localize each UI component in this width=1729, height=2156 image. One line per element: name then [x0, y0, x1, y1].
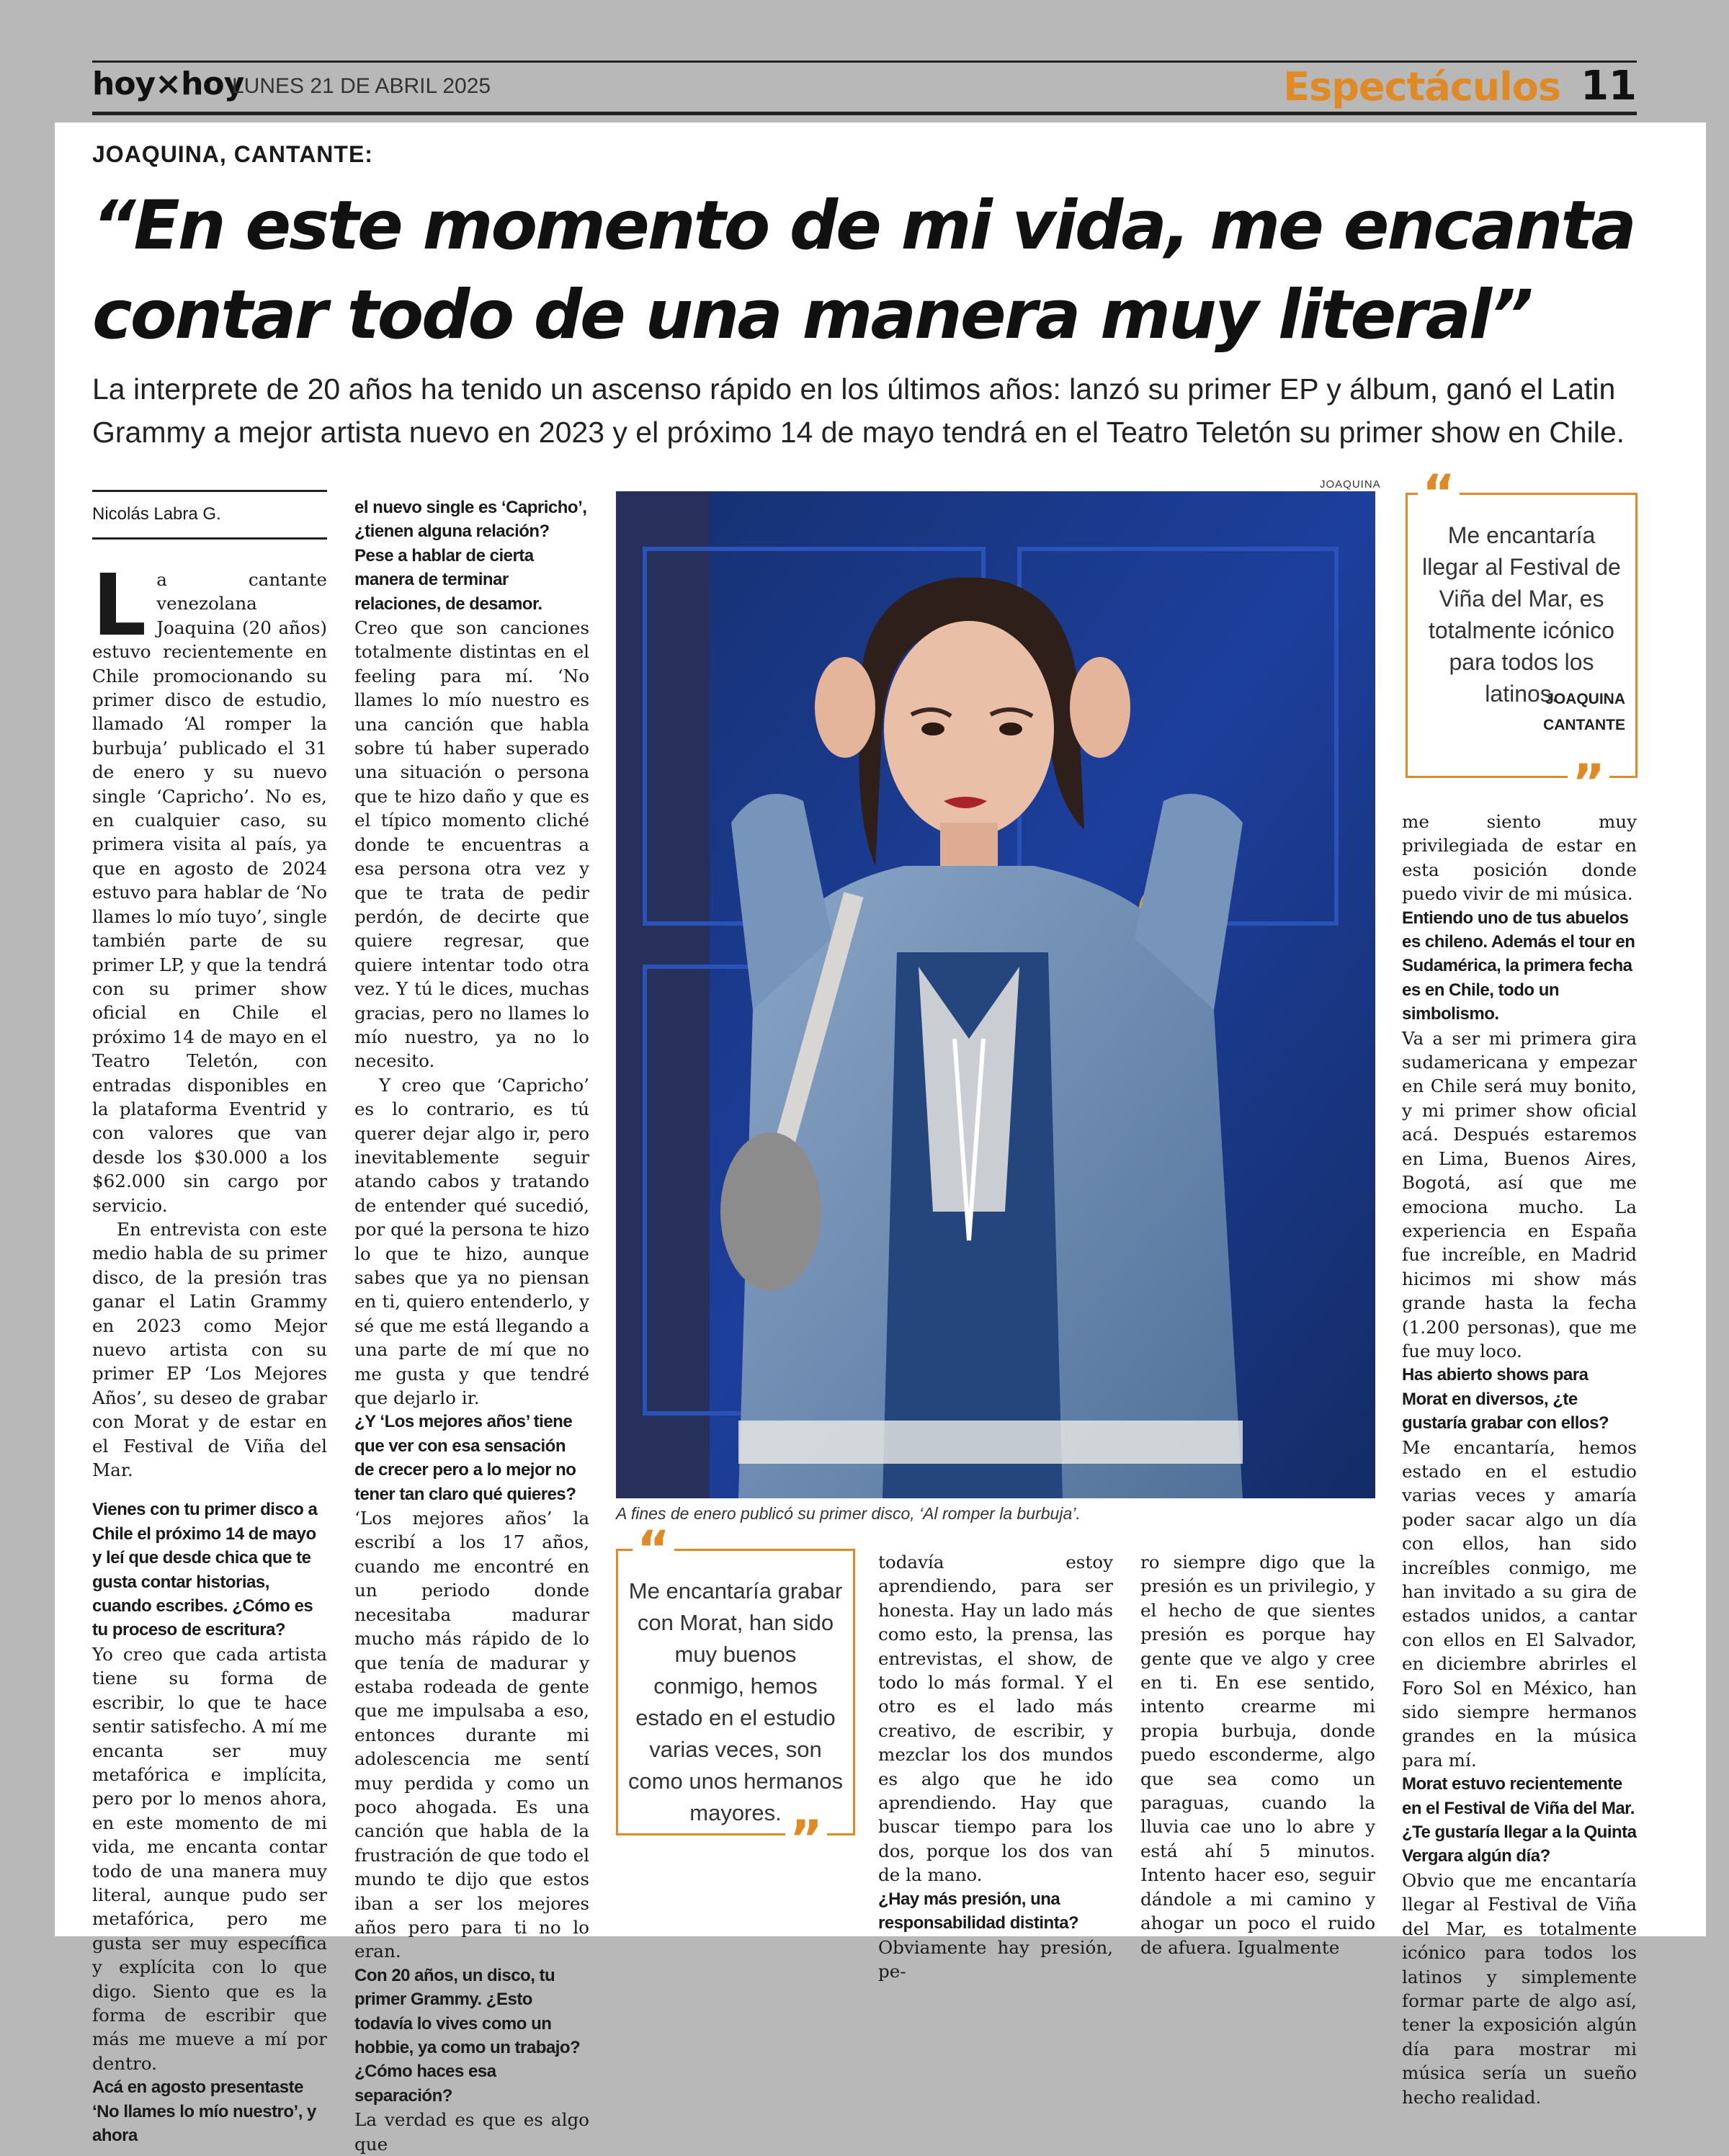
article-kicker: JOAQUINA, CANTANTE: — [92, 141, 373, 167]
open-quote-icon: “ — [1418, 468, 1460, 519]
interview-question: el nuevo single es ‘Capricho’, ¿tienen alguna relación? Pese a hablar de cierta manera de terminar relaciones, de desamor. — [354, 498, 587, 614]
newspaper-logo: hoy×hoy — [92, 66, 244, 102]
pull-quote-morat — [616, 1549, 855, 1835]
interview-answer: Yo creo que cada artista tiene su forma de escribir, lo que te hace sentir satisfecho. A mí me encanta ser muy metafórica e implícita, pero por lo menos ahora, en este momento de mi vida, me encanta contar todo de una manera muy literal, aunque pudo ser metafórica, pero me gusta ser muy específica y explícita con lo que digo. Siento que es la forma de escribir que más me mueve a mí por dentro. — [92, 1643, 327, 2074]
photo-illustration — [616, 491, 1375, 1498]
interview-answer: Obviamente hay presión, pe- — [878, 1936, 1113, 1982]
masthead — [92, 61, 1637, 115]
article-dek: La interprete de 20 años ha tenido un ascenso rápido en los últimos años: lanzó su primer EP y álbum, ganó el Latin Grammy a mejor artista nuevo en 2023 y el próximo 14 de mayo tendrá en el Teatro Teletón su primer show en Chile. — [92, 372, 1625, 449]
text-column-4 — [1140, 1550, 1375, 1959]
interview-answer: La verdad es que es algo que — [354, 2109, 589, 2155]
interview-answer: Me encantaría, hemos estado en el estudio varias veces y amaría poder sacar algo un día con ellos, han sido increíbles conmigo, me han invitado a su gira de estados unidos, a cantar con ellos en El Salvador, en diciembre abrirles el Foro Sol en México, han sido siempre hermanos grandes en la música para mí. — [1402, 1436, 1637, 1771]
paragraph: En entrevista con este medio habla de su primer disco, de la presión tras ganar el Latin Grammy en 2023 como Mejor nuevo artista con su primer EP ‘Los Mejores Años’, su deseo de grabar con Morat y de estar en el Festival de Viña del Mar. — [92, 1218, 327, 1481]
interview-answer: Y creo que ‘Capricho’ es lo contrario, es tú querer dejar algo ir, pero inevitablemente seguir atando cabos y tratando de entender qué sucedió, por qué la persona te hizo lo que te hizo, aunque sabes que ya no piensan en ti, quiero entenderlo, y sé que me está llegando a una parte de mí que no me gusta y que tendré que dejarlo ir. — [354, 1074, 589, 1409]
pull-quote-text: Me encantaría llegar al Festival de Viña del Mar, es totalmente icónico para todos los latinos. — [1422, 522, 1621, 707]
photo-caption: A fines de enero publicó su primer disco, ‘Al romper la burbuja’. — [616, 1504, 1081, 1523]
interview-question: Has abierto shows para Morat en diversos, ¿te gustaría grabar con ellos? — [1402, 1365, 1609, 1433]
interview-question: Con 20 años, un disco, tu primer Grammy. ¿Esto todavía lo vives como un hobbie, ya como un trabajo? ¿Cómo haces esa separación? — [354, 1965, 581, 2106]
byline: Nicolás Labra G. — [92, 504, 221, 524]
byline-rule-top — [92, 490, 327, 492]
text-column-5 — [1402, 810, 1637, 2109]
pull-quote-festival — [1406, 493, 1638, 778]
interview-question: Entiendo uno de tus abuelos es chileno. Además el tour en Sudamérica, la primera fecha es en Chile, todo un simbolismo. — [1402, 908, 1635, 1024]
section-title: Espectáculos — [1283, 64, 1560, 109]
close-quote-icon: ” — [1568, 758, 1609, 808]
interview-answer: Creo que son canciones totalmente distintas en el feeling para mí. ‘No llames lo mío nuestro es una canción que habla sobre tú haber superado una situación o persona que te hizo daño y que es el típico momento cliché donde te encuentras a esa persona otra vez y que te trata de pedir perdón, de decirte que quiere regresar, que quiere intentar todo otra vez. Y tú le dices, muchas gracias, pero no llames lo mío nuestro, ya no lo necesito. — [354, 617, 589, 1072]
pull-quote-name: JOAQUINA — [1545, 691, 1625, 707]
article-photo — [616, 491, 1375, 1498]
close-quote-icon: ” — [785, 1814, 827, 1864]
interview-answer: Obvio que me encantaría llegar al Festival de Viña del Mar, es totalmente icónico para todos los latinos y simplemente formar parte de algo así, tener la exposición algún día para mostrar mi música sería un sueño hecho realidad. — [1402, 1869, 1637, 2108]
text-column-3 — [878, 1550, 1113, 1983]
interview-answer: ro siempre digo que la presión es un privilegio, y el hecho de que sientes presión es porque hay gente que ve algo y cree en ti. En ese sentido, intento crearme mi propia burbuja, donde puedo esconderme, algo que sea como un paraguas, cuando la lluvia cae uno lo abre y está ahí 5 minutos. Intento hacer eso, seguir dándole a mi camino y ahogar un poco el ruido de afuera. Igualmente — [1140, 1552, 1375, 1958]
photo-credit: JOAQUINA — [1320, 478, 1381, 491]
interview-answer: Va a ser mi primera gira sudamericana y empezar en Chile será muy bonito, y mi primer show oficial acá. Después estaremos en Lima, Buenos Aires, Bogotá, así que me emociona mucho. La experiencia en España fue increíble, en Madrid hicimos mi show más grande hasta la fecha (1.200 personas), que me fue muy loco. — [1402, 1027, 1637, 1361]
drop-cap: L — [92, 555, 147, 655]
interview-answer: ‘Los mejores años’ la escribí a los 17 años, cuando me encontré en un periodo donde necesitaba madurar mucho más rápido de lo que tenía de madurar y estaba rodeada de gente que me impulsaba a eso, entonces durante mi adolescencia me sentí muy perdida y como un poco ahogada. Es una canción que habla de la frustración de que todo el mundo te dijo que estos iban a ser los mejores años pero para ti no lo eran. — [354, 1508, 589, 1962]
interview-question: Vienes con tu primer disco a Chile el próximo 14 de mayo y leí que desde chica que te gusta contar historias, cuando escribes. ¿Cómo es tu proceso de escritura? — [92, 1500, 318, 1640]
page-number: 11 — [1581, 63, 1637, 109]
interview-answer: me siento muy privilegiada de estar en esta posición donde puedo vivir de mi música. — [1402, 811, 1637, 905]
interview-question: Acá en agosto presentaste ‘No llames lo mío nuestro’, y ahora — [92, 2077, 316, 2145]
article-headline: “En este momento de mi vida, me encanta contar todo de una manera muy literal” — [92, 187, 1635, 354]
text-column-2 — [354, 496, 589, 2156]
pull-quote-role: CANTANTE — [1543, 717, 1625, 733]
pull-quote-text: Me encantaría grabar con Morat, han sido muy buenos conmigo, hemos estado en el estudio varias veces, son como unos hermanos mayores. — [627, 1578, 844, 1825]
interview-question: Morat estuvo recientemente en el Festival de Viña del Mar. ¿Te gustaría llegar a la Quinta Vergara algún día? — [1402, 1774, 1637, 1866]
interview-question: ¿Y ‘Los mejores años’ tiene que ver con esa sensación de crecer pero a lo mejor no tener tan claro qué quieres? — [354, 1412, 576, 1504]
issue-date: LUNES 21 DE ABRIL 2025 — [232, 74, 491, 98]
interview-question: ¿Hay más presión, una responsabilidad distinta? — [878, 1889, 1079, 1933]
byline-rule-bottom — [92, 537, 327, 540]
text-column-1 — [92, 555, 327, 2147]
interview-answer: todavía estoy aprendiendo, para ser honesta. Hay un lado más como esto, la prensa, las entrevistas, el show, de todo lo más formal. Y el otro es el lado más creativo, de escribir, y mezclar los dos mundos es algo que he ido aprendiendo. Hay que buscar tiempo para los dos, porque los dos van de la mano. — [878, 1552, 1113, 1886]
open-quote-icon: “ — [633, 1524, 674, 1575]
intro-paragraph: La cantante venezolana Joaquina (20 años) estuvo recientemente en Chile promocionando su primer disco de estudio, llamado ‘Al romper la burbuja’ publicado el 31 de enero y su nuevo single ‘Capricho’. No es, en cualquier caso, su primera visita al país, ya que en agosto de 2024 estuvo para hablar de ‘No llames lo mío tuyo’, single también parte de su primer LP, y que la tendrá con su primer show oficial en Chile el próximo 14 de mayo en el Teatro Teletón, con entradas disponibles en la plataforma Eventrid y con valores que van desde los $30.000 a los $62.000 sin cargo por servicio. — [92, 555, 327, 1216]
